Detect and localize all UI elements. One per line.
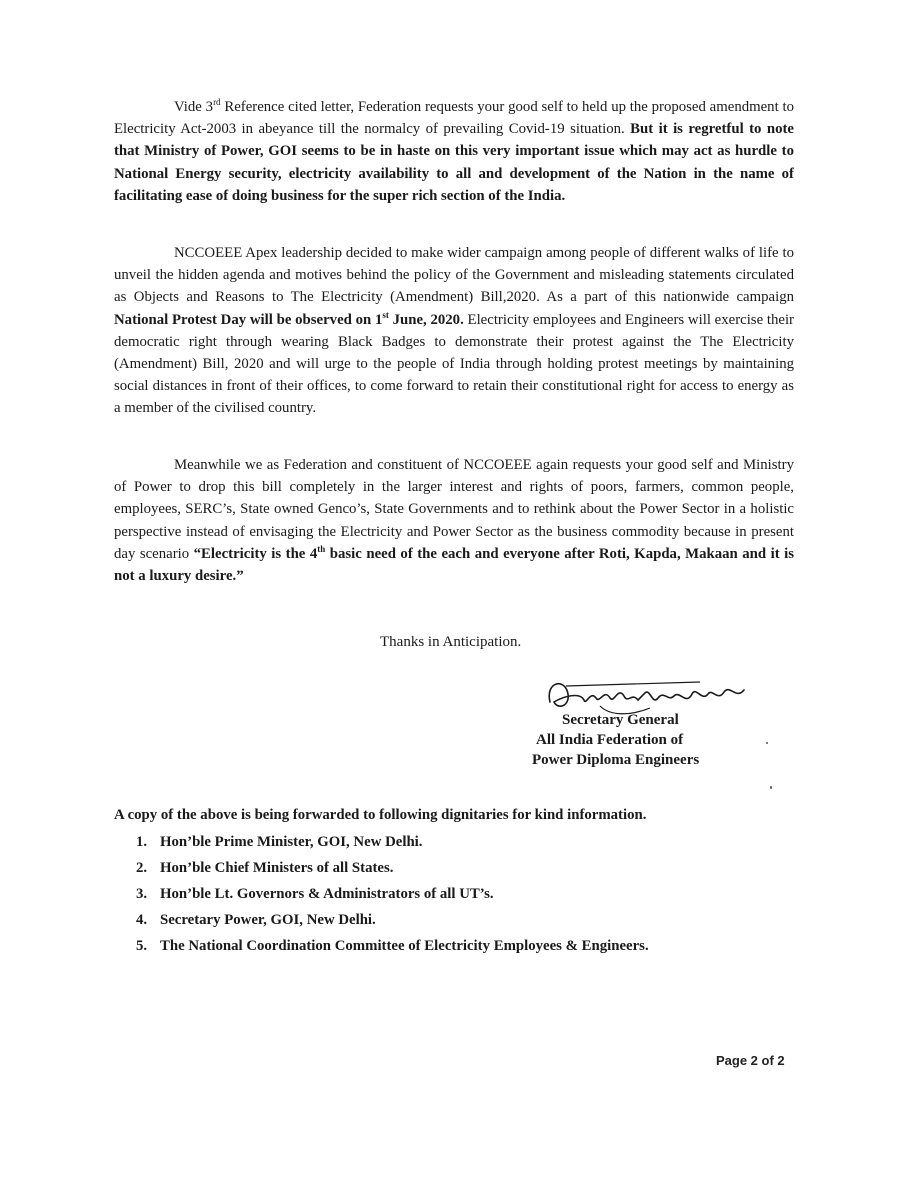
dignitaries-list xyxy=(136,829,649,959)
page-number: Page 2 of 2 xyxy=(716,1053,785,1068)
list-item: 5. The National Coordination Committee of Electricity Employees & Engineers. xyxy=(136,938,649,954)
list-item: 2. Hon’ble Chief Ministers of all States. xyxy=(136,860,394,876)
signatory-title: Secretary General xyxy=(562,712,679,728)
paragraph-campaign: NCCOEEE Apex leadership decided to make wider campaign among people of different walks of life to unveil the hidden agenda and motives behind the policy of the Government and misleading statements circulated as Objects and Reasons to The Electricity (Amendment) Bill,2020. As a part of this nationwide campaign National Protest Day will be observed on 1st June, 2020. Electricity employees and Engineers will exercise their democratic right through wearing Black Badges to demonstrate their protest against the The Electricity (Amendment) Bill, 2020 and will urge to the people of India through holding protest meetings by maintaining social distances in front of their offices, to come forward to retain their constitutional right for access to energy as a member of the civilised country. xyxy=(114,245,794,417)
paragraph-request: Meanwhile we as Federation and constituent of NCCOEEE again requests your good self and Ministry of Power to drop this bill completely in the larger interest and rights of poors, farmers, common people, employees, SERC’s, State owned Genco’s, State Governments and to rethink about the Power Sector in a holistic perspective instead of envisaging the Electricity and Power Sector as the business commodity because in present day scenario “Electricity is the 4th basic need of the each and everyone after Roti, Kapda, Makaan and it is not a luxury desire.” xyxy=(114,457,795,585)
closing-line: Thanks in Anticipation. xyxy=(380,634,522,650)
list-item: 4. Secretary Power, GOI, New Delhi. xyxy=(136,912,376,928)
copy-forward-intro: A copy of the above is being forwarded to following dignitaries for kind information. xyxy=(114,807,647,823)
signatory-organization-line2: Power Diploma Engineers xyxy=(532,752,700,768)
list-item: 3. Hon’ble Lt. Governors & Administrators of all UT’s. xyxy=(136,886,494,902)
paragraph-reference: Vide 3rd Reference cited letter, Federation requests your good self to held up the proposed amendment to Electricity Act-2003 in abeyance till the normalcy of prevailing Covid-19 situation. But it is regretful to note that Ministry of Power, GOI seems to be in haste on this very important issue which may act as hurdle to National Energy security, electricity availability to all and development of the Nation in the name of facilitating ease of doing business for the super rich section of the India. xyxy=(114,97,794,204)
list-item: 1. Hon’ble Prime Minister, GOI, New Delhi. xyxy=(136,834,423,850)
scan-speck xyxy=(770,786,772,789)
scan-speck xyxy=(766,742,768,744)
signatory-organization-line1: All India Federation of xyxy=(536,732,684,748)
